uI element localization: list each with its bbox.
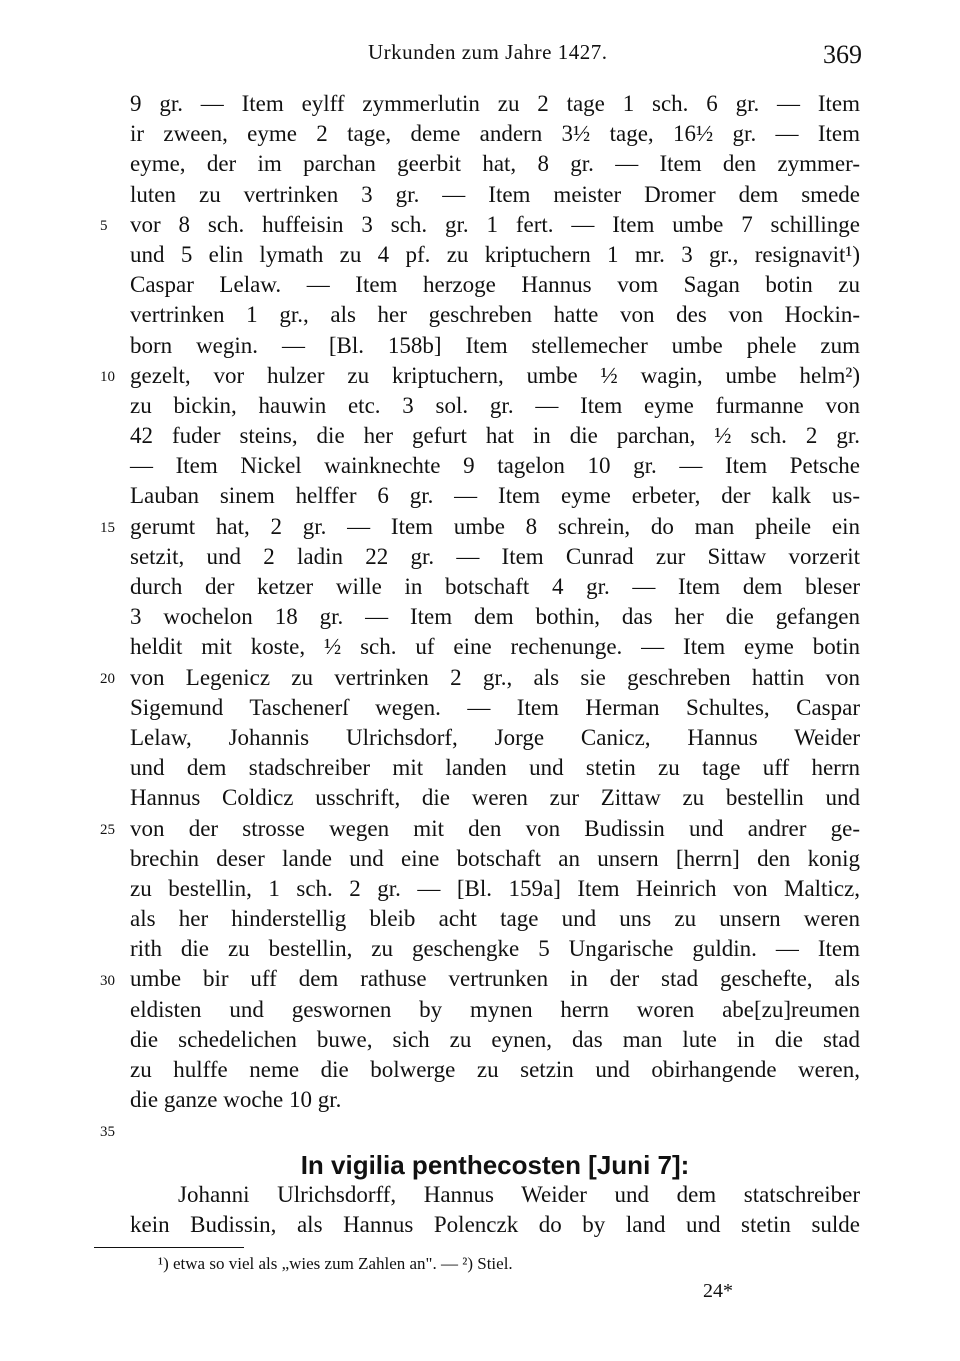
- text-line: born wegin. — [Bl. 158b] Item stellemecher umbe phele zum: [130, 332, 860, 358]
- text-line: Lelaw, Johannis Ulrichsdorf, Jorge Canicz, Hannus Weider: [130, 724, 860, 750]
- section-text-line: Johanni Ulrichsdorff, Hannus Weider und dem statschreiber: [178, 1182, 860, 1207]
- text-line: umbe bir uff dem rathuse vertrunken in der stad geschefte, als: [130, 966, 860, 992]
- text-line: eyme, der im parchan geerbit hat, 8 gr. — Item den zymmer-: [130, 151, 860, 177]
- line-number: 10: [100, 368, 115, 385]
- text-line: zu bickin, hauwin etc. 3 sol. gr. — Item eyme furmanne von: [130, 392, 860, 418]
- section-body: [130, 1180, 860, 1240]
- text-line: rith die zu bestellin, zu geschengke 5 Ungarische guldin. — Item: [130, 936, 860, 962]
- signature-mark: 24*: [703, 1280, 733, 1302]
- line-number: 15: [100, 519, 115, 536]
- footnotes: ¹) etwa so viel als „wies zum Zahlen an". — ²) Stiel.: [158, 1254, 513, 1273]
- text-line: von Legenicz zu vertrinken 2 gr., als sie geschreben hattin von: [130, 664, 860, 690]
- text-line: und dem stadschreiber mit landen und stetin zu tage uff herrn: [130, 755, 860, 781]
- text-line: heldit mit koste, ½ sch. uf eine rechenunge. — Item eyme botin: [130, 634, 860, 660]
- text-line: 9 gr. — Item eylff zymmerlutin zu 2 tage 1 sch. 6 gr. — Item: [130, 91, 860, 116]
- text-line: ir zween, eyme 2 tage, deme andern 3½ tage, 16½ gr. — Item: [130, 121, 860, 147]
- text-line: durch der ketzer wille in botschaft 4 gr. — Item dem bleser: [130, 574, 860, 599]
- line-number: 35: [100, 1123, 115, 1140]
- text-line: zu bestellin, 1 sch. 2 gr. — [Bl. 159a] Item Heinrich von Malticz,: [130, 875, 860, 901]
- line-number: 5: [100, 217, 108, 234]
- text-line: Sigemund Taschenerſ wegen. — Item Herman Schultes, Caspar: [130, 694, 860, 720]
- text-line: eldisten und geswornen by mynen herrn woren abe[zu]reumen: [130, 996, 860, 1022]
- text-line: 42 fuder steins, die her gefurt hat in die parchan, ½ sch. 2 gr.: [130, 423, 860, 449]
- page-number: 369: [823, 40, 862, 69]
- text-line: die ganze woche 10 gr.: [130, 1087, 342, 1113]
- line-number: 20: [100, 670, 115, 687]
- text-line: zu hulffe neme die bolwerge zu setzin und obirhangende weren,: [130, 1057, 860, 1082]
- text-line: gezelt, vor hulzer zu kriptuchern, umbe ½ wagin, umbe helm²): [130, 362, 860, 388]
- text-line: vertrinken 1 gr., als her geschreben hatte von des von Hockin-: [130, 302, 860, 328]
- text-line: Hannus Coldicz usschrift, die weren zur Zittaw zu bestellin und: [130, 785, 860, 811]
- line-number: 25: [100, 821, 115, 838]
- text-line: Lauban sinem helffer 6 gr. — Item eyme erbeter, der kalk us-: [130, 483, 860, 509]
- text-line: als her hinderstellig bleib acht tage und uns zu unsern weren: [130, 906, 860, 932]
- text-line: Caspar Lelaw. — Item herzoge Hannus vom Sagan botin zu: [130, 272, 860, 298]
- section-heading: In vigilia penthecosten [Juni 7]:: [300, 1150, 690, 1180]
- text-line: und 5 elin lymath zu 4 pf. zu kriptuchern 1 mr. 3 gr., resignavit¹): [130, 241, 860, 267]
- line-number: 30: [100, 972, 115, 989]
- text-line: von der strosse wegen mit den von Budissin und andrer ge-: [130, 815, 860, 841]
- text-line: setzit, und 2 ladin 22 gr. — Item Cunrad zur Sittaw vorzerit: [130, 543, 860, 569]
- text-line: luten zu vertrinken 3 gr. — Item meister Dromer dem smede: [130, 181, 860, 207]
- running-header: Urkunden zum Jahre 1427.: [368, 40, 608, 64]
- section-text-line: kein Budissin, als Hannus Polenczk do by land und stetin sulde: [130, 1212, 860, 1238]
- body-text: [130, 89, 860, 1115]
- text-line: die schedelichen buwe, sich zu eynen, das man lute in die stad: [130, 1026, 860, 1052]
- text-line: vor 8 sch. huffeisin 3 sch. gr. 1 fert. — Item umbe 7 schillinge: [130, 211, 860, 237]
- text-line: 3 wochelon 18 gr. — Item dem bothin, das her die gefangen: [130, 604, 860, 630]
- text-line: gerumt hat, 2 gr. — Item umbe 8 schrein, do man pheile ein: [130, 513, 860, 539]
- text-line: brechin deser lande und eine botschaft an unsern [herrn] den konig: [130, 845, 860, 871]
- text-line: — Item Nickel wainknechte 9 tagelon 10 gr. — Item Petsche: [130, 453, 860, 479]
- footnote-rule: [94, 1247, 244, 1248]
